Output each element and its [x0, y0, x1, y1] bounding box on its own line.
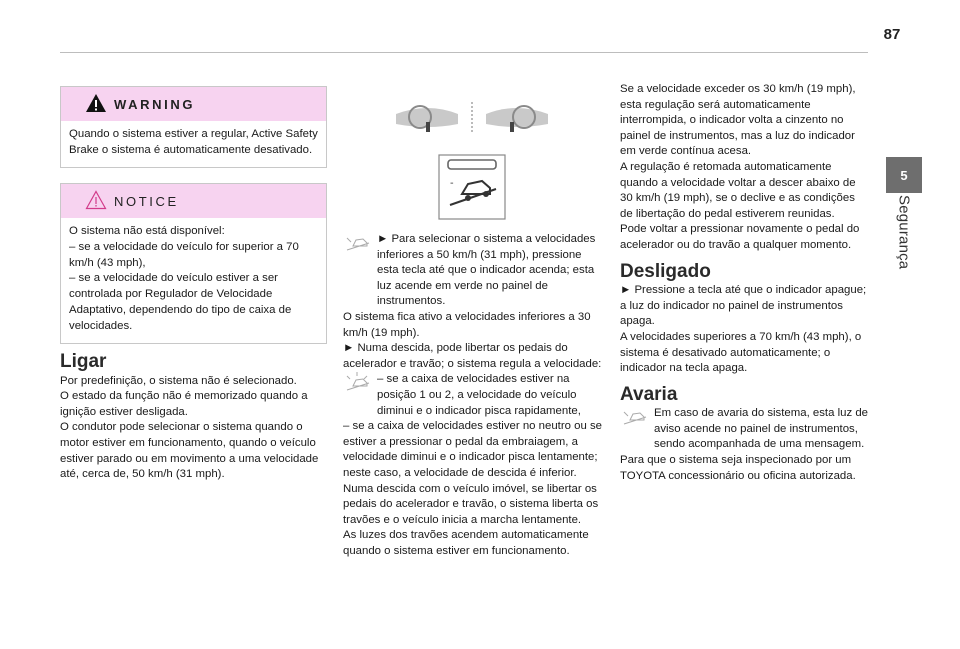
middle-text: – se a caixa de velocidades estiver na posição 1 ou 2, a velocidade do veículo diminui e o indicador pisca rapidamente, [377, 373, 581, 417]
chapter-label [880, 195, 928, 335]
ligar-heading: Ligar [60, 351, 107, 372]
flashing-indicator-icon [343, 372, 373, 394]
ligar-text: O estado da função não é memorizado quando a ignição estiver desligada. [60, 390, 308, 418]
ligar-text: Por predefinição, o sistema não é selecionado. [60, 374, 297, 387]
right-text: Pode voltar a pressionar novamente o pedal do acelerador ou do travão a qualquer momento. [620, 223, 860, 251]
page-number: 87 [883, 26, 901, 43]
caution-triangle-icon [85, 190, 107, 210]
warning-title: WARNING [114, 96, 196, 112]
right-text: Para que o sistema seja inspecionado por um TOYOTA concessionário ou oficina autorizada. [620, 454, 856, 482]
middle-text: Numa descida com o veículo imóvel, se libertar os pedais do acelerador e travão, o sistema liberta os travões e o veículo inicia a marcha lentamente. [343, 482, 599, 526]
steering-wheel-illustration [392, 100, 552, 134]
right-text: A velocidades superiores a 70 km/h (43 mph), o sistema é desativado automaticamente; o indicador na tecla apaga. [620, 330, 862, 375]
warning-header [61, 87, 326, 121]
warning-body [61, 121, 326, 167]
middle-icon-paragraph [343, 372, 605, 419]
notice-body [61, 218, 326, 343]
middle-text: – se a caixa de velocidades estiver no neutro ou se estiver a pressionar o pedal da embraiagem, a velocidade diminui e o indicador pisca lentamente; neste caso, a velocidade de descida é inferior. [343, 420, 602, 479]
notice-header [61, 184, 326, 218]
desligado-heading: Desligado [620, 260, 711, 282]
middle-text: ► Numa descida, pode libertar os pedais do acelerador e travão; o sistema regula a velocidade: [343, 342, 602, 370]
warning-triangle-icon [85, 93, 107, 113]
notice-title: NOTICE [114, 193, 179, 209]
ligar-text: O condutor pode selecionar o sistema quando o motor estiver em funcionamento, quando o veículo estiver parado ou em movimento a uma velocidade até, cerca de, 50 km/h (31 mph). [60, 421, 319, 481]
notice-line: – se a velocidade do veículo for superior a 70 km/h (43 mph), [69, 240, 299, 269]
header-rule [60, 52, 868, 53]
chapter-tab[interactable]: 5 [886, 157, 922, 193]
right-column [620, 82, 870, 484]
warning-box [60, 86, 327, 168]
notice-line: – se a velocidade do veículo estiver a ser controlada por Regulador de Velocidade Adaptativo, dependendo do tipo de caixa de velocidades. [69, 272, 292, 332]
svg-text:-: - [450, 178, 454, 189]
indicator-light-icon [343, 232, 373, 254]
right-text: ► Pressione a tecla até que o indicador apague; a luz do indicador no painel de instrumentos apaga. [620, 284, 867, 328]
hill-descent-button-icon [438, 154, 506, 220]
middle-text: As luzes dos travões acendem automaticamente quando o sistema estiver em funcionamento. [343, 529, 589, 557]
notice-box [60, 183, 327, 344]
ligar-section [60, 351, 328, 483]
avaria-heading: Avaria [620, 383, 678, 405]
middle-column [343, 232, 605, 559]
fault-warning-light-icon [620, 406, 650, 428]
middle-text: O sistema fica ativo a velocidades inferiores a 30 km/h (19 mph). [343, 310, 591, 339]
right-text: Em caso de avaria do sistema, esta luz de aviso acende no painel de instrumentos, sendo acompanhada de uma mensagem. [654, 407, 868, 451]
warning-text: Quando o sistema estiver a regular, Active Safety Brake o sistema é automaticamente desativado. [69, 128, 318, 156]
notice-line: O sistema não está disponível: [69, 225, 225, 237]
right-text: Se a velocidade exceder os 30 km/h (19 mph), esta regulação será automaticamente interrompida, o indicador volta a cinzento no painel de instrumentos, mas a luz do indicador em verde contínua acesa. [620, 83, 856, 158]
middle-text: ► Para selecionar o sistema a velocidades inferiores a 50 km/h (31 mph), pressione esta tecla até que o indicador acenda; esta luz acende em verde no painel de instrumentos. [377, 233, 596, 308]
chapter-label-text: Segurança [895, 195, 913, 270]
right-text: A regulação é retomada automaticamente quando a velocidade voltar a descer abaixo de 30 km/h (19 mph), se o declive e as condições de libertação do pedal estiverem reunidas. [620, 160, 856, 220]
avaria-icon-paragraph [620, 406, 870, 453]
